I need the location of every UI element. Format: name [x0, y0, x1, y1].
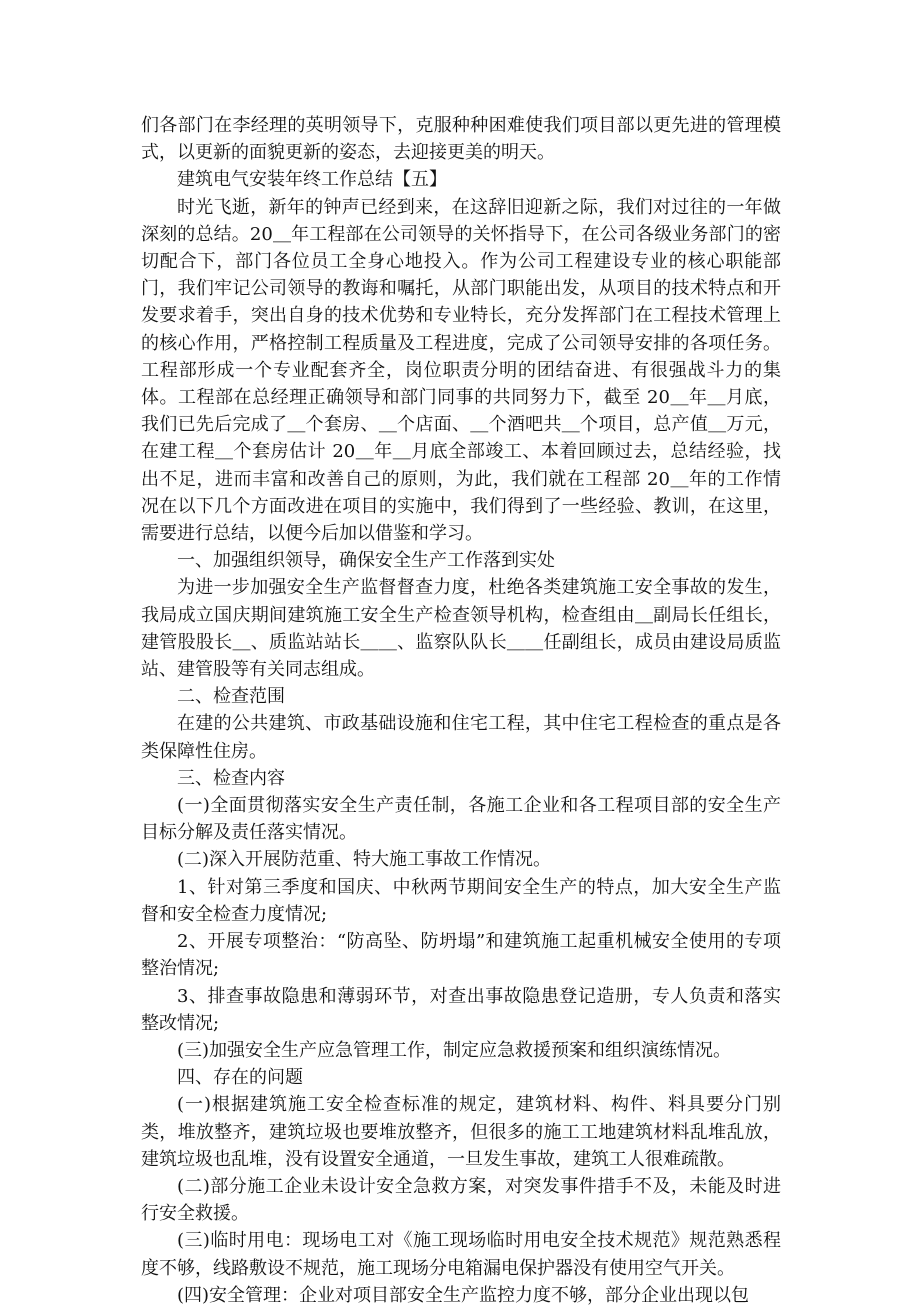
- list-item: (二)深入开展防范重、特大施工事故工作情况。: [177, 849, 552, 871]
- list-item: (二)部分施工企业未设计安全急救方案，对突发事件措手不及，未能及时进行安全救援。: [141, 1175, 781, 1225]
- list-item: (一)全面贯彻落实安全生产责任制，各施工企业和各工程项目部的安全生产目标分解及责任落实情况。: [141, 795, 781, 844]
- document-page: [141, 112, 781, 1309]
- list-item: 1、针对第三季度和国庆、中秋两节期间安全生产的特点，加大安全生产监督和安全检查力度情况;: [141, 876, 781, 925]
- paragraph: 在建的公共建筑、市政基础设施和住宅工程，其中住宅工程检查的重点是各类保障性住房。: [141, 713, 781, 762]
- list-item: (三)加强安全生产应急管理工作，制定应急救援预案和组织演练情况。: [177, 1039, 732, 1061]
- list-item: (四)安全管理：企业对项目部安全生产监控力度不够，部分企业出现以包: [177, 1284, 750, 1306]
- list-item: (三)临时用电：现场电工对《施工现场临时用电安全技术规范》规范熟悉程度不够，线路敷设不规范，施工现场分电箱漏电保护器没有使用空气开关。: [141, 1230, 781, 1279]
- heading-3: 三、检查内容: [177, 767, 285, 789]
- heading-4: 四、存在的问题: [177, 1067, 303, 1089]
- paragraph-continuation: 们各部门在李经理的英明领导下，克服种种困难使我们项目部以更先进的管理模式，以更新的面貌更新的姿态，去迎接更美的明天。: [141, 115, 781, 164]
- heading-2: 二、检查范围: [177, 686, 285, 708]
- list-item: 3、排查事故隐患和薄弱环节，对查出事故隐患登记造册，专人负责和落实整改情况;: [141, 985, 781, 1034]
- paragraph-intro: 时光飞逝，新年的钟声已经到来，在这辞旧迎新之际，我们对过往的一年做深刻的总结。20＿年工程部在公司领导的关怀指导下，在公司各级业务部门的密切配合下，部门各位员工全身心地投入。作为公司工程建设专业的核心职能部门，我们牢记公司领导的教诲和嘱托，从部门职能出发，从项目的技术特点和开发要求着手，突出自身的技术优势和专业特长，充分发挥部门在工程技术管理上的核心作用，严格控制工程质量及工程进度，完成了公司领导安排的各项任务。工程部形成一个专业配套齐全，岗位职责分明的团结奋进、有很强战斗力的集体。工程部在总经理正确领导和部门同事的共同努力下，截至 20＿年＿月底，我们已先后完成了＿个套房、＿个店面、＿个酒吧共＿个项目，总产值＿万元，在建工程＿个套房估计 20＿年＿月底全部竣工、本着回顾过去，总结经验，找出不足，进而丰富和改善自己的原则，为此，我们就在工程部 20＿年的工作情况在以下几个方面改进在项目的实施中，我们得到了一些经验、教训，在这里，需要进行总结，以便今后加以借鉴和学习。: [141, 196, 781, 545]
- list-item: (一)根据建筑施工安全检查标准的规定，建筑材料、构件、料具要分门别类，堆放整齐，建筑垃圾也要堆放整齐，但很多的施工工地建筑材料乱堆乱放，建筑垃圾也乱堆，没有设置安全通道，一旦发生事故，建筑工人很难疏散。: [141, 1094, 781, 1170]
- paragraph: 为进一步加强安全生产监督督查力度，杜绝各类建筑施工安全事故的发生，我局成立国庆期间建筑施工安全生产检查领导机构，检查组由＿副局长任组长，建管股股长＿、质监站站长＿＿、监察队队长＿＿任副组长，成员由建设局质监站、建管股等有关同志组成。: [141, 577, 781, 681]
- heading-1: 一、加强组织领导，确保安全生产工作落到实处: [177, 550, 555, 572]
- section-title: 建筑电气安装年终工作总结【五】: [177, 169, 447, 191]
- list-item: 2、开展专项整治：“防高坠、防坍塌”和建筑施工起重机械安全使用的专项整治情况;: [141, 931, 781, 980]
